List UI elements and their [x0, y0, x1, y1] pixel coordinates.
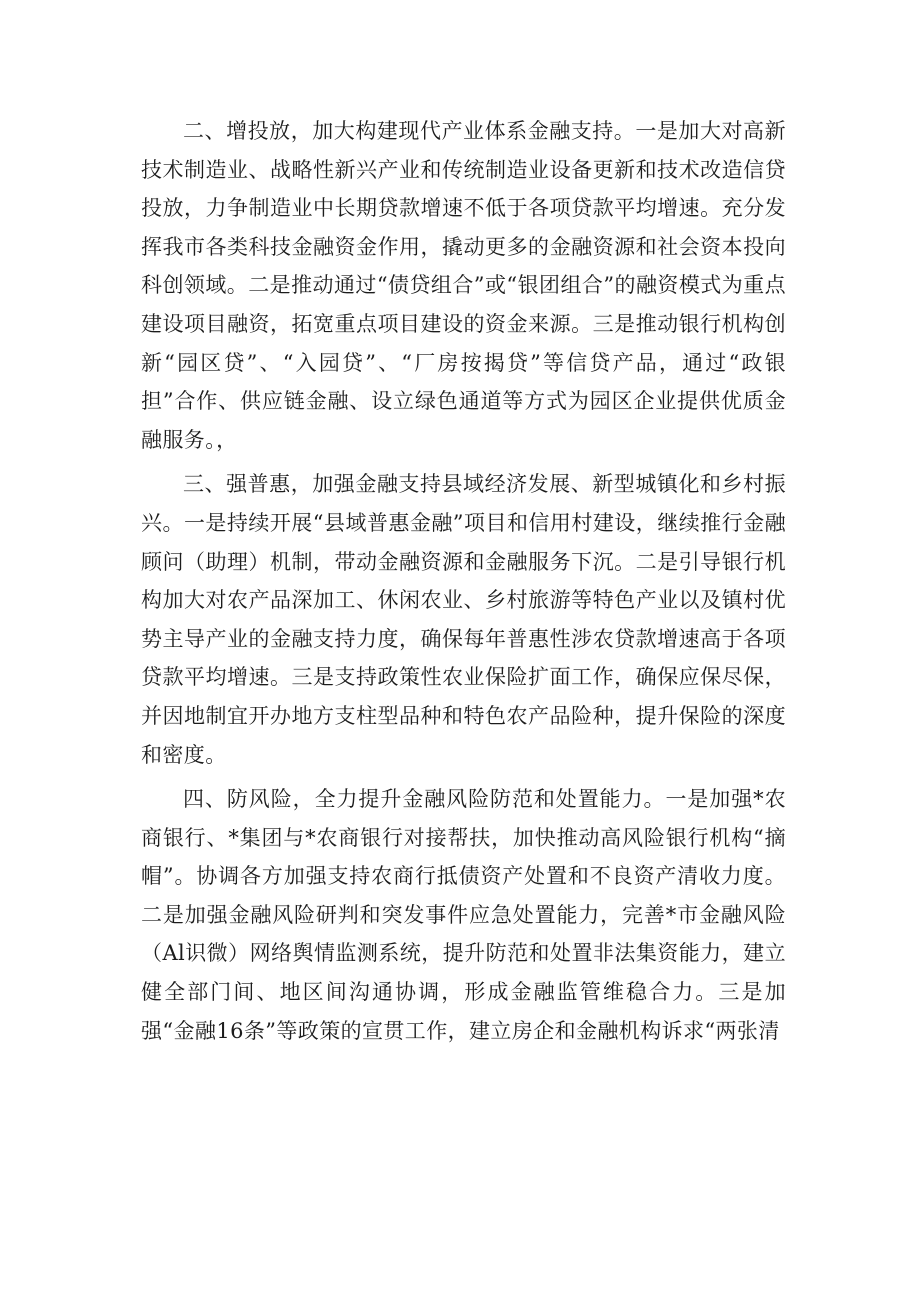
paragraph-risk-prevention: 四、防风险，全力提升金融风险防范和处置能力。一是加强*农商银行、*集团与*农商银行对接帮扶，加快推动高风险银行机构“摘帽”。协调各方加强支持农商行抵债资产处置和不良资产清收力度。二是加强金融风险研判和突发事件应急处置能力，完善*市金融风险（Al识微）网络舆情监测系统，提升防范和处置非法集资能力，建立健全部门间、地区间沟通协调，形成金融监管维稳合力。三是加强“金融16条”等政策的宣贯工作，建立房企和金融机构诉求“两张清	[141, 787, 786, 1043]
paragraph-investment: 二、增投放，加大构建现代产业体系金融支持。一是加大对高新技术制造业、战略性新兴产业和传统制造业设备更新和技术改造信贷投放，力争制造业中长期贷款增速不低于各项贷款平均增速。充分发挥我市各类科技金融资金作用，撬动更多的金融资源和社会资本投向科创领域。二是推动通过“债贷组合”或“银团组合”的融资模式为重点建设项目融资，拓宽重点项目建设的资金来源。三是推动银行机构创新“园区贷”、“入园贷”、“厂房按揭贷”等信贷产品，通过“政银担”合作、供应链金融、设立绿色通道等方式为园区企业提供优质金融服务。，	[141, 119, 786, 452]
paragraph-inclusive-finance: 三、强普惠，加强金融支持县域经济发展、新型城镇化和乡村振兴。一是持续开展“县域普惠金融”项目和信用村建设，继续推行金融顾问（助理）机制，带动金融资源和金融服务下沉。二是引导银行机构加大对农产品深加工、休闲农业、乡村旅游等特色产业以及镇村优势主导产业的金融支持力度，确保每年普惠性涉农贷款增速高于各项贷款平均增速。三是支持政策性农业保险扩面工作，确保应保尽保，并因地制宜开办地方支柱型品种和特色农产品险种，提升保险的深度和密度。	[141, 472, 786, 767]
document-body	[141, 112, 786, 1056]
